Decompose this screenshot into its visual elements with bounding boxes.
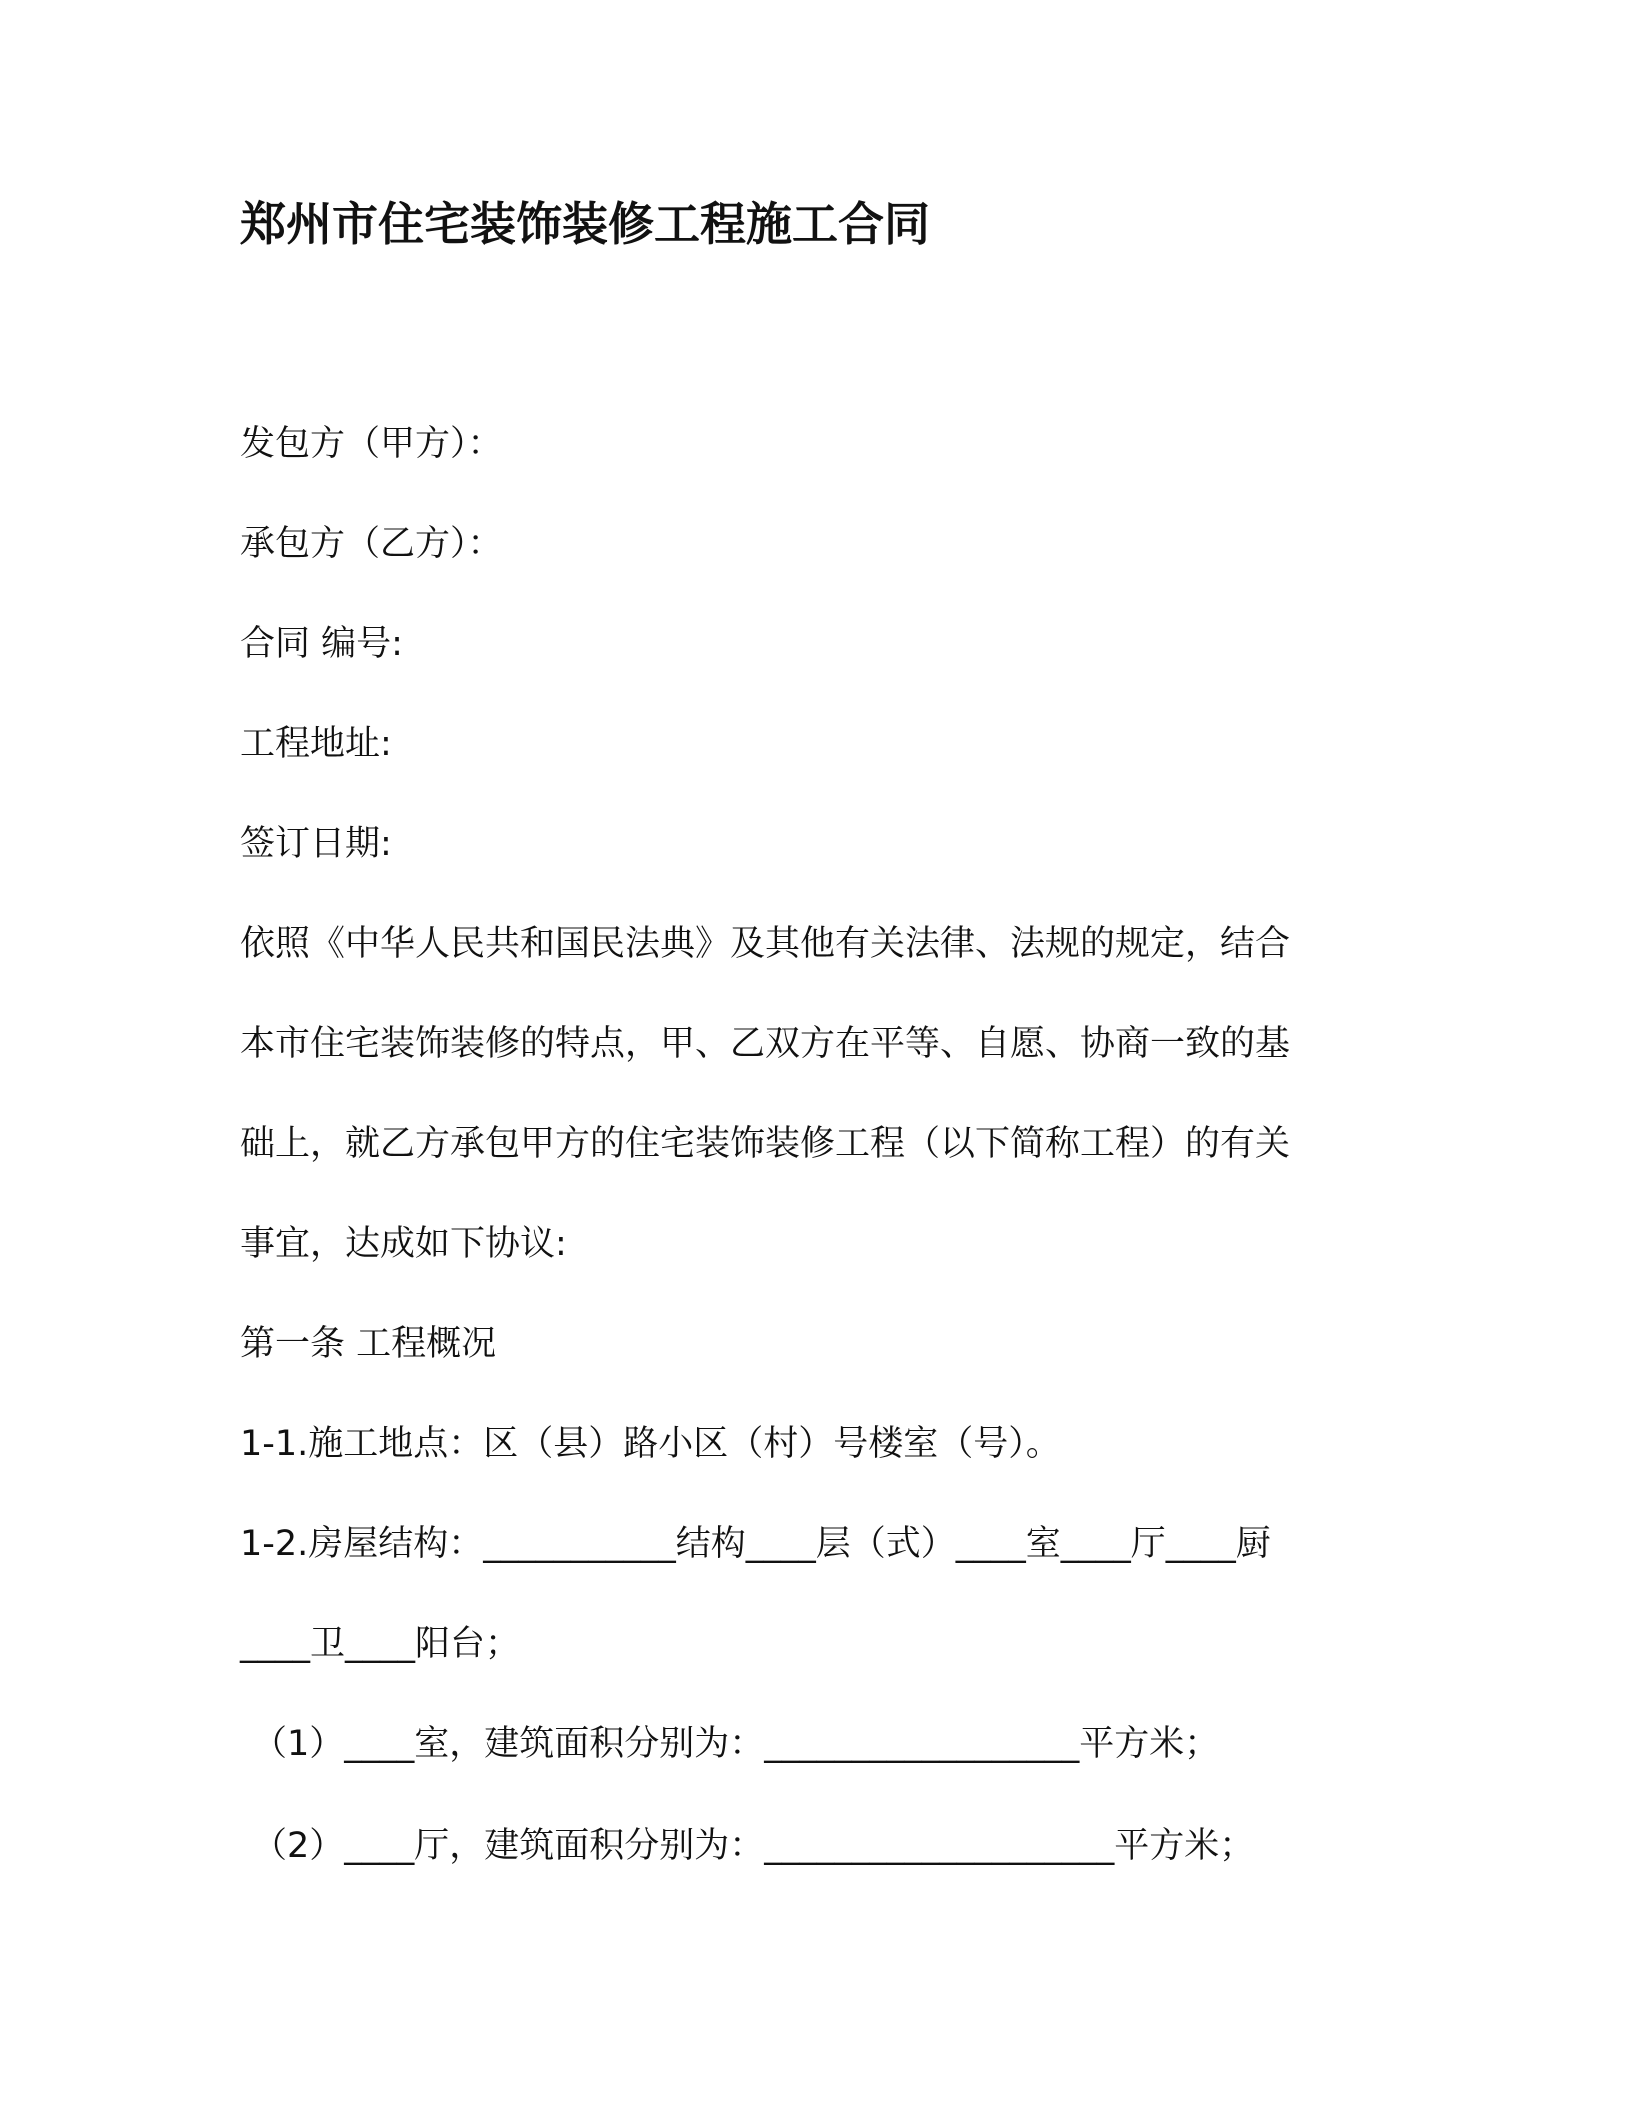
party-a-field: 发包方（甲方）： <box>240 424 503 464</box>
project-address-field: 工程地址: <box>240 724 392 764</box>
party-b-field: 承包方（乙方）： <box>240 524 503 564</box>
article-1-item-1-1: 1-1.施工地点：区（县）路小区（村）号楼室（号）。 <box>240 1424 1061 1464</box>
document-title: 郑州市住宅装饰装修工程施工合同 <box>240 197 930 251</box>
preamble-line: 依照《中华人民共和国民法典》及其他有关法律、法规的规定，结合 <box>240 924 1291 964</box>
preamble-line: 事宜，达成如下协议: <box>240 1224 567 1264</box>
article-1-sub-item-2: （2）____厅，建筑面积分别为：____________________平方米； <box>252 1826 1255 1866</box>
article-1-item-1-2-continued: ____卫____阳台； <box>240 1624 521 1664</box>
contract-number-field: 合同 编号: <box>240 624 403 664</box>
article-1-item-1-2: 1-2.房屋结构：___________结构____层（式）____室____厅____厨 <box>240 1524 1271 1564</box>
article-1-heading: 第一条 工程概况 <box>240 1324 497 1364</box>
preamble-line: 础上，就乙方承包甲方的住宅装饰装修工程（以下简称工程）的有关 <box>240 1124 1291 1164</box>
article-1-sub-item-1: （1）____室，建筑面积分别为：__________________平方米； <box>252 1724 1220 1764</box>
sign-date-field: 签订日期: <box>240 824 392 864</box>
preamble-line: 本市住宅装饰装修的特点，甲、乙双方在平等、自愿、协商一致的基 <box>240 1024 1291 1064</box>
